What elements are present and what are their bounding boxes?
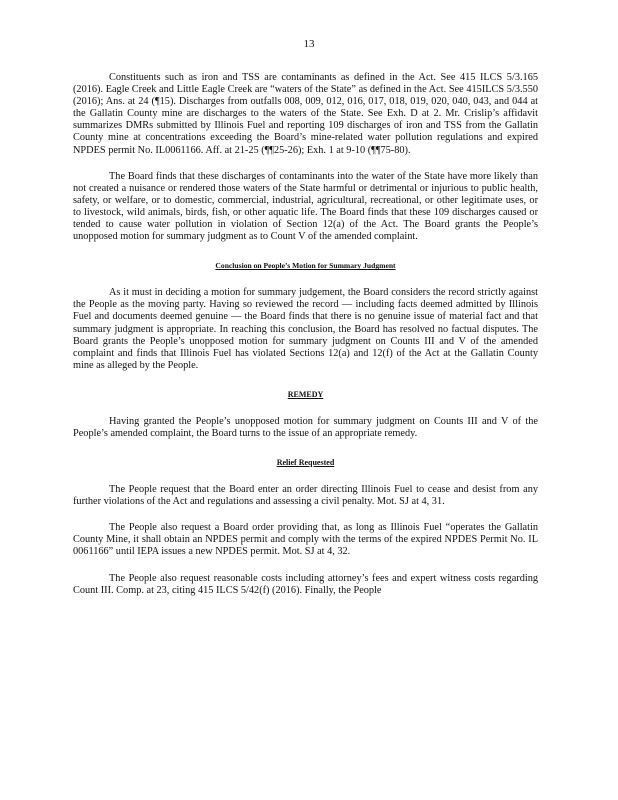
section-heading-conclusion [73,257,538,273]
heading-relief-text: Relief Requested [276,458,335,468]
section-heading-remedy [73,386,538,402]
page-number: 13 [303,38,315,50]
paragraph-cease-desist: The People request that the Board enter an order directing Illinois Fuel to cease and desist from any further violations of the Act and regulations and assessing a civil penalty. Mot. SJ at 4, 31. [73,484,538,508]
paragraph-conclusion: As it must in deciding a motion for summary judgement, the Board considers the record strictly against the People as the moving party. Having so reviewed the record — including facts deemed admitted by Illinois Fuel and documents deemed genuine — the Board finds that there is no genuine issue of material fact and that summary judgment is appropriate. In reaching this conclusion, the Board has resolved no factual disputes. The Board grants the People’s unopposed motion for summary judgment on Counts III and V of the amended complaint and finds that Illinois Fuel has violated Sections 12(a) and 12(f) of the Act at the Gallatin County mine as alleged by the People. [73,287,538,371]
paragraph-costs: The People also request reasonable costs including attorney’s fees and expert witness costs regarding Count III. Comp. at 23, citing 415 ILCS 5/42(f) (2016). Finally, the People [73,572,538,596]
paragraph-npdes-permit: The People also request a Board order providing that, as long as Illinois Fuel “operates the Gallatin County Mine, it shall obtain an NPDES permit and comply with the terms of the expired NPDES Permit No. IL 0061166” until IEPA issues a new NPDES permit. Mot. SJ at 4, 32. [73,522,538,558]
paragraph-board-findings: The Board finds that these discharges of contaminants into the water of the State have more likely than not created a nuisance or rendered those waters of the State harmful or detrimental or injurious to public health, safety, or welfare, or to domestic, commercial, industrial, agricultural, recreational, or other legitimate uses, or to livestock, wild animals, birds, fish, or other aquatic life. The Board finds that these 109 discharges caused or tended to cause water pollution in violation of Section 12(a) of the Act. The Board grants the People’s unopposed motion for summary judgment as to Count V of the amended complaint. [73,170,538,243]
paragraph-constituents: Constituents such as iron and TSS are contaminants as defined in the Act. See 415 ILCS 5/3.165 (2016). Eagle Creek and Little Eagle Creek are “waters of the State” as defined in the Act. See 415ILCS 5/3.550 (2016); Ans. at 24 (¶15). Discharges from outfalls 008, 009, 012, 016, 017, 018, 019, 020, 040, 043, and 044 at the Gallatin County mine are discharges to the waters of the State. See Exh. D at 2. Mr. Crislip’s affidavit summarizes DMRs submitted by Illinois Fuel and reporting 109 discharges of iron and TSS from the Gallatin County mine at concentrations exceeding the Board’s mine-related water pollution regulations and expired NPDES permit No. IL0061166. Aff. at 21-25 (¶¶25-26); Exh. 1 at 9-10 (¶¶75-80). [73,72,538,156]
paragraph-remedy-intro: Having granted the People’s unopposed motion for summary judgment on Counts III and V of the People’s amended complaint, the Board turns to the issue of an appropriate remedy. [73,415,538,439]
section-heading-relief [73,454,538,470]
heading-conclusion-text: Conclusion on People’s Motion for Summary Judgment [215,261,396,271]
document-body [73,72,538,611]
heading-remedy-text: REMEDY [287,389,324,399]
